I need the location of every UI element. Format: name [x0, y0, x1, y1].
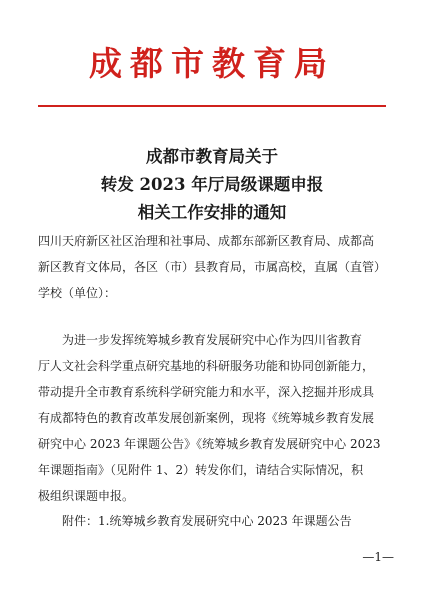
- addressee-line-3: 学校（单位）：: [38, 286, 117, 300]
- body-paragraph: [38, 327, 388, 509]
- title-line-1: 成都市教育局关于: [146, 147, 278, 166]
- title-line-2: 转发 2023 年厅局级课题申报: [100, 175, 324, 194]
- addressee-block: [38, 228, 388, 306]
- body-line-3: 带动提升全市教育系统科学研究能力和水平，深入挖掘并形成具: [38, 385, 375, 399]
- title-line-3: 相关工作安排的通知: [137, 203, 287, 222]
- body-line-1: 为进一步发挥统筹城乡教育发展研究中心作为四川省教育: [62, 333, 363, 347]
- document-title: [0, 143, 424, 227]
- page-number: —1—: [362, 550, 394, 564]
- addressee-line-2: 新区教育文体局，各区（市）县教育局，市属高校，直属（直管）: [38, 260, 387, 274]
- document-header-org-name: 成都市教育局: [89, 44, 335, 83]
- body-line-5: 研究中心 2023 年课题公告》《统筹城乡教育发展研究中心 2023: [38, 437, 381, 451]
- body-line-6: 年课题指南》（见附件 1、2）转发你们，请结合实际情况，积: [38, 463, 364, 477]
- body-line-4: 有成都特色的教育改革发展创新案例，现将《统筹城乡教育发展: [38, 411, 375, 425]
- addressee-line-1: 四川天府新区社区治理和社事局、成都东部新区教育局、成都高: [38, 234, 375, 248]
- header-red-rule: [38, 105, 386, 107]
- body-line-7: 极组织课题申报。: [38, 489, 135, 503]
- body-line-2: 厅人文社会科学重点研究基地的科研服务功能和协同创新能力，: [38, 359, 375, 373]
- attachment-line: 附件：1.统筹城乡教育发展研究中心 2023 年课题公告: [62, 514, 352, 528]
